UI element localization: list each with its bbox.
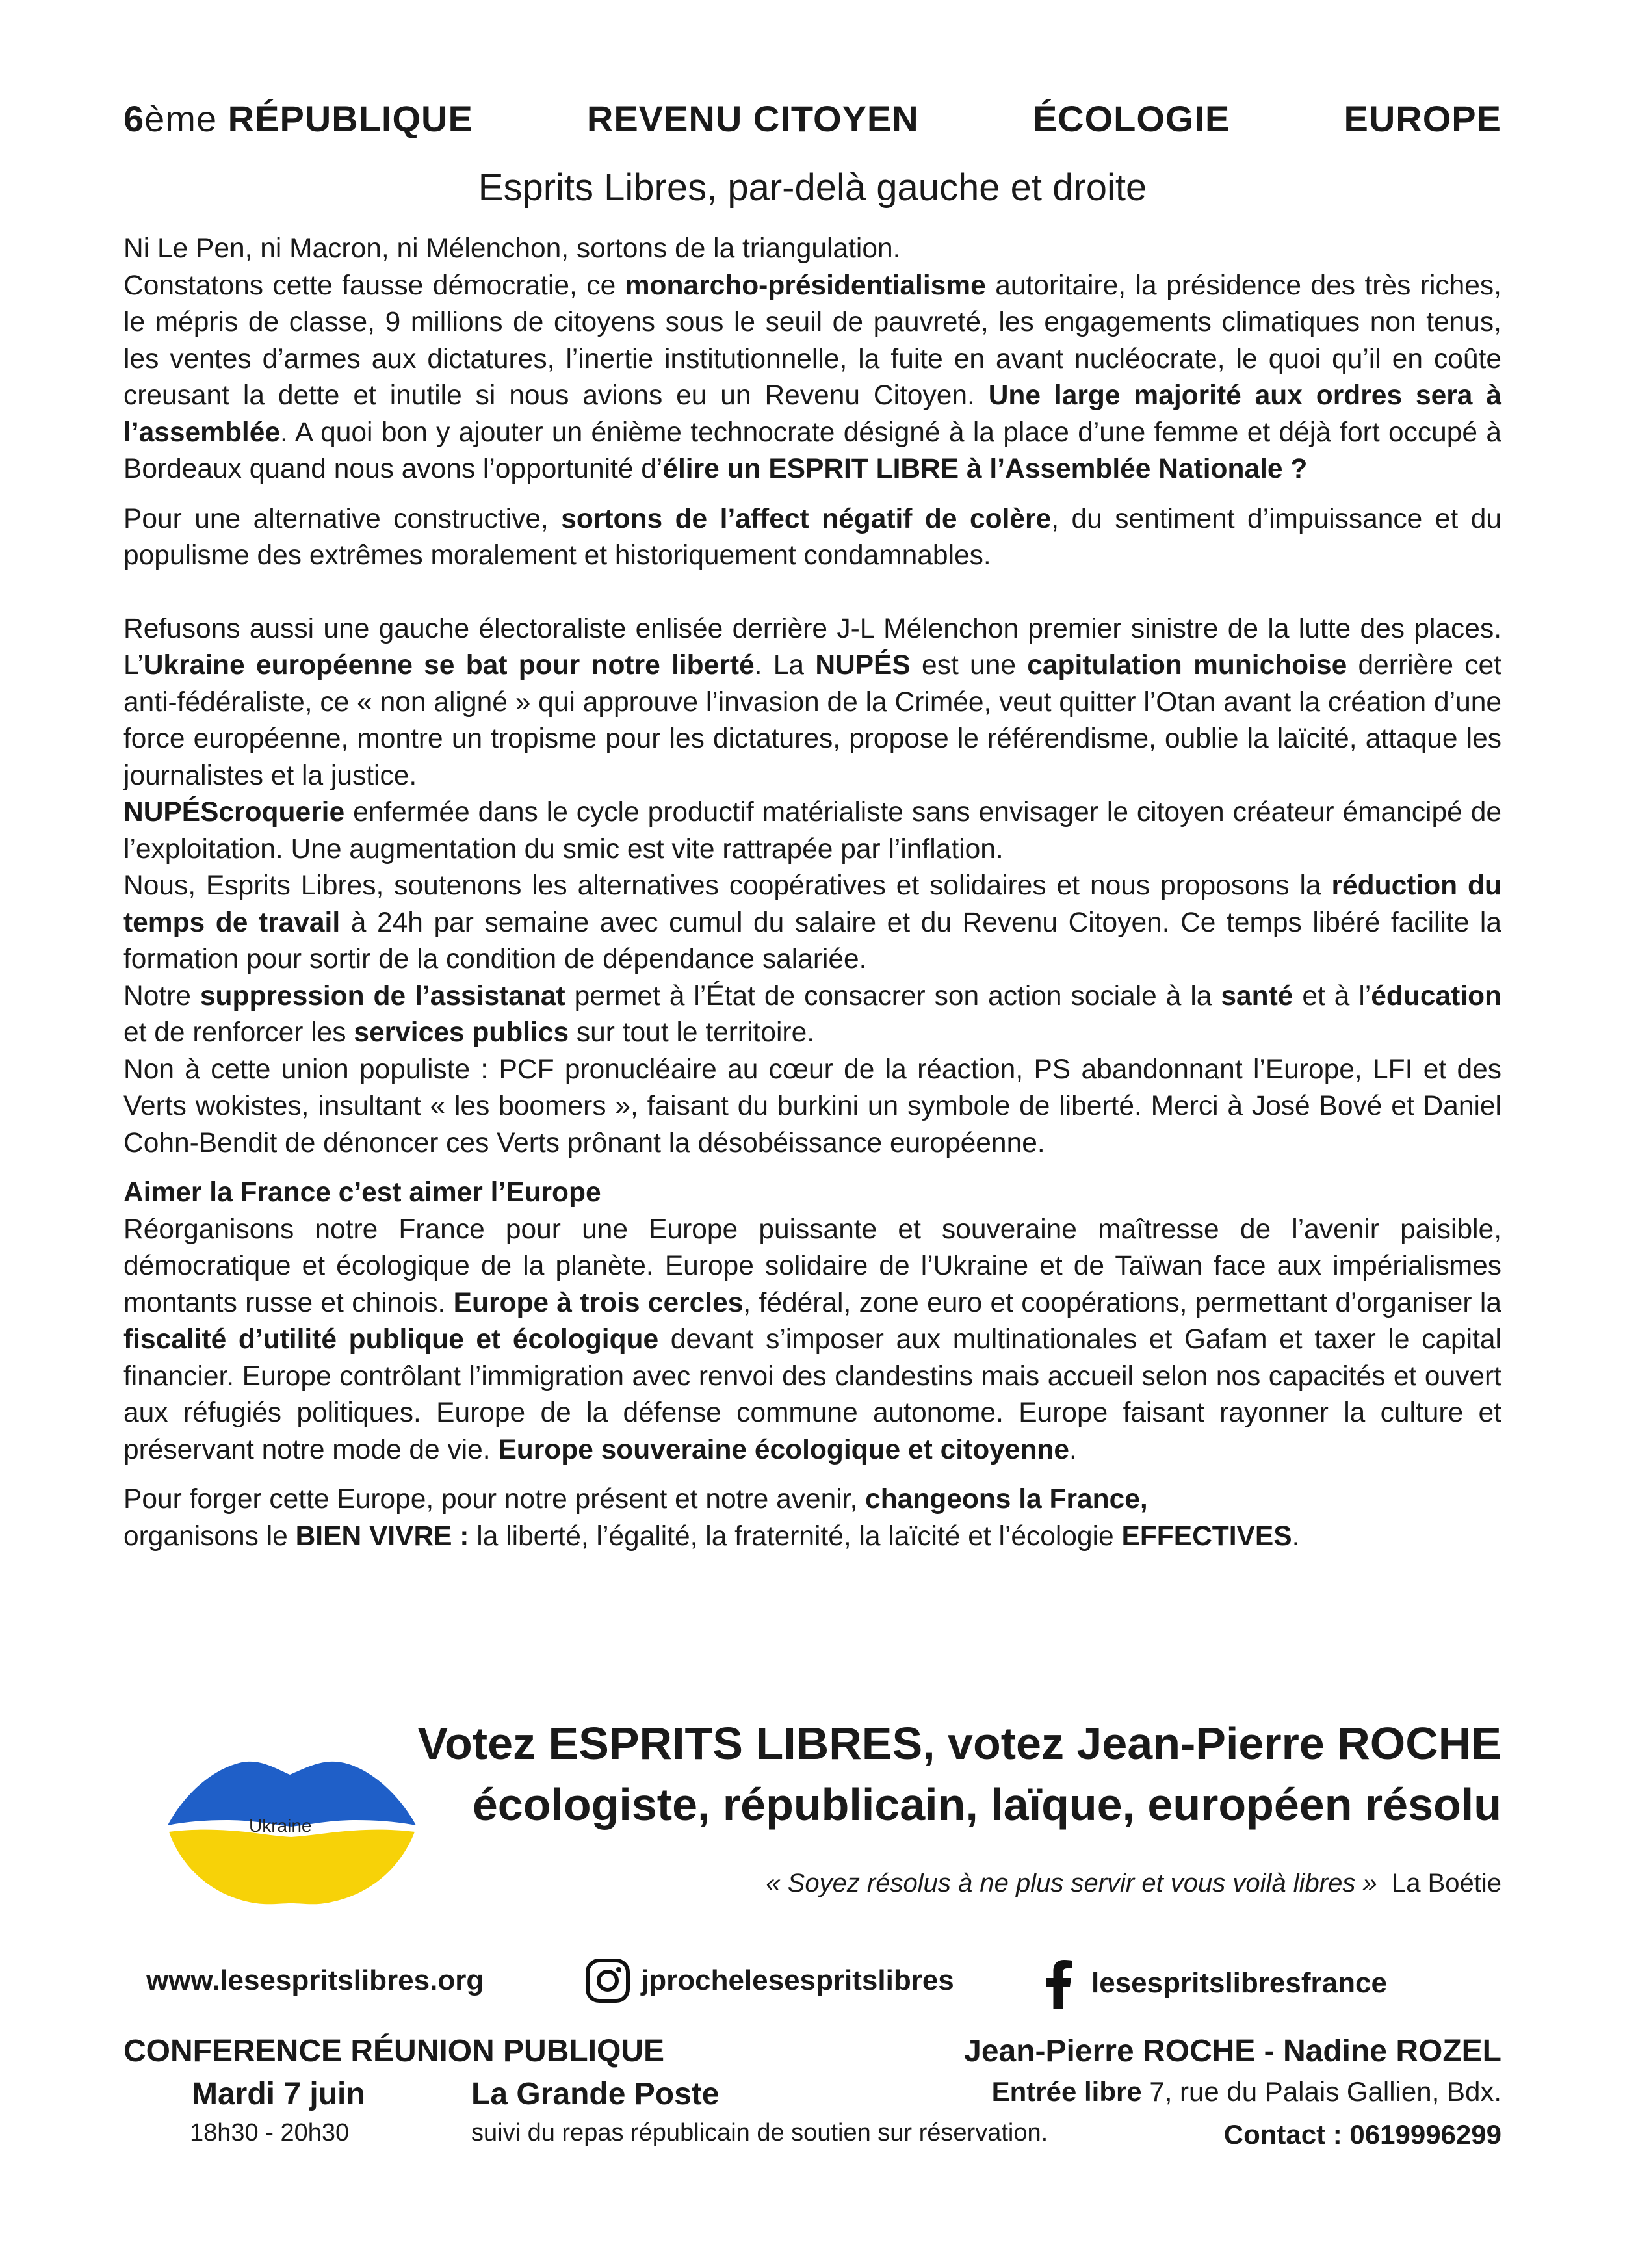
headline-ecologie: ÉCOLOGIE bbox=[1032, 98, 1230, 139]
conference-title: CONFERENCE RÉUNION PUBLIQUE bbox=[124, 2034, 665, 2068]
paragraph-union-populiste: Non à cette union populiste : PCF pronucléaire au cœur de la réaction, PS abandonnant l’Europe, LFI et des Verts wokistes, insultant « les boomers », faisant du burkini un symbole de liberté. Merci à José Bové et Daniel Cohn-Bendit de dénoncer ces Verts prônant la désobéissance européenne. bbox=[124, 1054, 1502, 1158]
quote-text: « Soyez résolus à ne plus servir et vous voilà libres » bbox=[766, 1869, 1377, 1897]
heading-europe: Aimer la France c’est aimer l’Europe bbox=[124, 1177, 601, 1208]
subtitle: Esprits Libres, par-delà gauche et droite bbox=[478, 166, 1147, 209]
conference-date: Mardi 7 juin bbox=[192, 2077, 365, 2111]
facebook-icon bbox=[1043, 1958, 1072, 2009]
headline-republique: 6ème RÉPUBLIQUE bbox=[124, 98, 473, 139]
headline bbox=[124, 98, 1502, 140]
quote-author: La Boétie bbox=[1391, 1869, 1502, 1897]
ukraine-lips-emblem bbox=[161, 1749, 421, 1911]
vote-line-2: écologiste, républicain, laïque, européen résolu bbox=[472, 1779, 1502, 1830]
website-link[interactable]: www.lesespritslibres.org bbox=[146, 1964, 484, 1996]
paragraph-europe: Réorganisons notre France pour une Europe puissante et souveraine maîtresse de l’avenir paisible, démocratique et écologique de la planète. Europe solidaire de l’Ukraine et de Taïwan face aux impérialismes montants russe et chinois. Europe à trois cercles, fédéral, zone euro et coopérations, permettant d’organiser la fiscalité d’utilité publique et écologique devant s’imposer aux multinationales et Gafam et taxer le capital financier. Europe contrôlant l’immigration avec renvoi des clandestins mais accueil selon nos capacités et ouvert aux réfugiés politiques. Europe de la défense commune autonome. Europe faisant rayonner la culture et préservant notre mode de vie. Europe souveraine écologique et citoyenne. bbox=[124, 1214, 1502, 1465]
contact-links bbox=[0, 1958, 1625, 2010]
lips-bottom-yellow bbox=[169, 1830, 415, 1905]
conference-time: 18h30 - 20h30 bbox=[190, 2119, 350, 2146]
paragraph-bien-vivre: Pour forger cette Europe, pour notre présent et notre avenir, changeons la France, organisons le BIEN VIVRE : la liberté, l’égalité, la fraternité, la laïcité et l’écologie EFFECTIVES. bbox=[124, 1484, 1300, 1552]
conference-address: Entrée libre 7, rue du Palais Gallien, Bdx. bbox=[991, 2076, 1502, 2107]
paragraph-temps-travail: Nous, Esprits Libres, soutenons les alternatives coopératives et solidaires et nous proposons la réduction du temps de travail à 24h par semaine avec cumul du salaire et du Revenu Citoyen. Ce temps libéré facilite la formation pour sortir de la condition de dépendance salariée. bbox=[124, 870, 1502, 974]
facebook-link[interactable] bbox=[1043, 1958, 1387, 2009]
entry-label: Entrée libre bbox=[991, 2076, 1142, 2107]
paragraph-alternative: Pour une alternative constructive, sortons de l’affect négatif de colère, du sentiment d’impuissance et du populisme des extrêmes moralement et historiquement condamnables. bbox=[124, 503, 1502, 571]
headline-revenu-citoyen: REVENU CITOYEN bbox=[586, 98, 919, 139]
conference-dinner: suivi du repas républicain de soutien sur réservation. bbox=[471, 2119, 1048, 2146]
facebook-handle: lesespritslibresfrance bbox=[1091, 1967, 1387, 1999]
conference-speakers: Jean-Pierre ROCHE - Nadine ROZEL bbox=[964, 2034, 1502, 2068]
paragraph-intro: Ni Le Pen, ni Macron, ni Mélenchon, sortons de la triangulation. Constatons cette fausse démocratie, ce monarcho-présidentialisme autoritaire, la présidence des très riches, le mépris de classe, 9 millions de citoyens sous le seuil de pauvreté, les engagements climatiques non tenus, les ventes d’armes aux dictatures, l’inertie institutionnelle, la fuite en avant nucléocrate, le quoi qu’il en coûte creusant la dette et inutile si nous avions eu un Revenu Citoyen. Une large majorité aux ordres sera à l’assemblée. A quoi bon y ajouter un énième technocrate désigné à la place d’une femme et déjà fort occupé à Bordeaux quand nous avons l’opportunité d’élire un ESPRIT LIBRE à l’Assemblée Nationale ? bbox=[124, 233, 1502, 484]
conference-venue: La Grande Poste bbox=[471, 2077, 720, 2111]
conference-block bbox=[124, 2033, 1502, 2162]
conference-contact: Contact : 0619996299 bbox=[1223, 2119, 1502, 2150]
quote bbox=[766, 1869, 1502, 1898]
instagram-icon bbox=[585, 1958, 630, 2003]
vote-slogan bbox=[418, 1713, 1502, 1835]
paragraph-nupescroquerie: NUPÉScroquerie enfermée dans le cycle productif matérialiste sans envisager le citoyen créateur émancipé de l’exploitation. Une augmentation du smic est vite rattrapée par l’inflation. bbox=[124, 797, 1502, 865]
body-text bbox=[124, 231, 1502, 1555]
paragraph-nupes: Refusons aussi une gauche électoraliste enlisée derrière J-L Mélenchon premier sinistre de la lutte des places. L’Ukraine européenne se bat pour notre liberté. La NUPÉS est une capitulation munichoise derrière cet anti-fédéraliste, ce « non aligné » qui approuve l’invasion de la Crimée, veut quitter l’Otan avant la création d’une force européenne, montre un tropisme pour les dictatures, propose le référendisme, oublie la laïcité, attaque les journalistes et la justice. bbox=[124, 613, 1502, 791]
vote-line-1: Votez ESPRITS LIBRES, votez Jean-Pierre ROCHE bbox=[417, 1718, 1502, 1769]
headline-europe: EUROPE bbox=[1344, 98, 1502, 139]
instagram-link[interactable] bbox=[585, 1958, 954, 2003]
emblem-label: Ukraine bbox=[249, 1816, 312, 1836]
paragraph-assistanat: Notre suppression de l’assistanat permet à l’État de consacrer son action sociale à la santé et à l’éducation et de renforcer les services publics sur tout le territoire. bbox=[124, 980, 1502, 1048]
instagram-handle: jprochelesespritslibres bbox=[641, 1964, 954, 1996]
